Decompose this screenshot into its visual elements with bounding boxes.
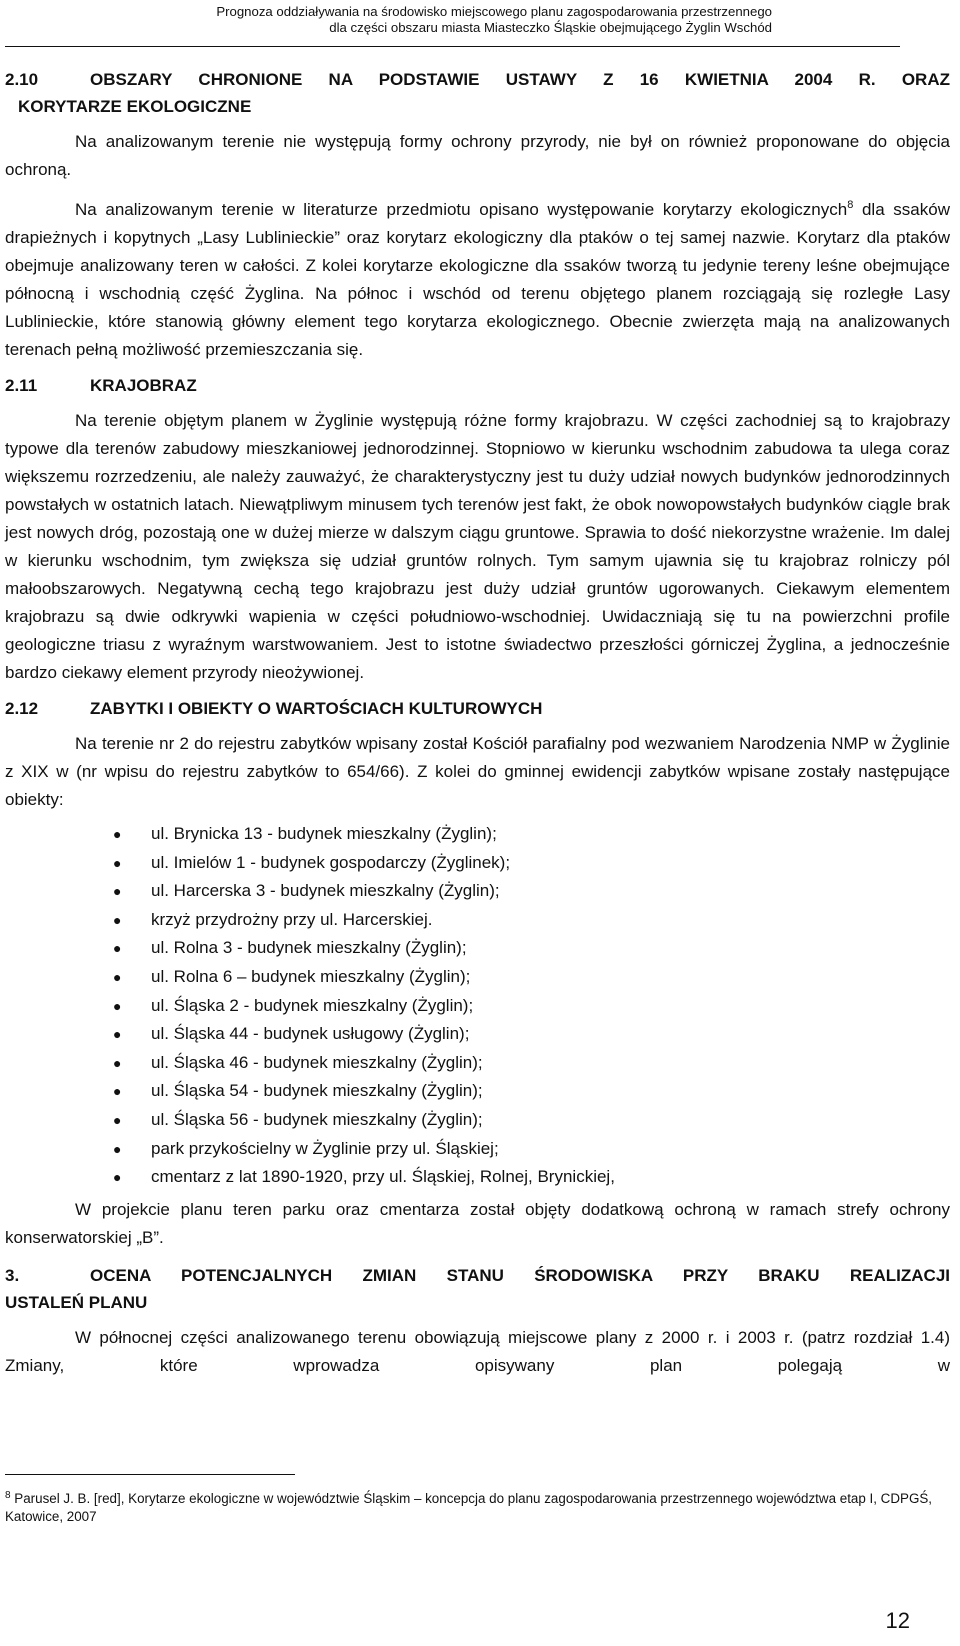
monument-list xyxy=(5,820,950,1192)
list-item xyxy=(113,963,950,992)
section-title-line-2: KORYTARZE EKOLOGICZNE xyxy=(18,97,252,116)
list-item xyxy=(113,1020,950,1049)
list-item-text: ul. Śląska 54 - budynek mieszkalny (Żyglin); xyxy=(151,1081,483,1101)
list-item xyxy=(113,1163,950,1192)
section-number: 2.11 xyxy=(5,376,38,395)
bullet-icon: ● xyxy=(113,854,122,871)
bullet-icon: ● xyxy=(113,1083,122,1100)
section-title-line-1: OBSZARY CHRONIONE NA PODSTAWIE USTAWY Z 16 KWIETNIA 2004 R. ORAZ xyxy=(90,70,950,89)
list-item-text: ul. Rolna 3 - budynek mieszkalny (Żyglin); xyxy=(151,938,467,958)
list-item-text: cmentarz z lat 1890-1920, przy ul. Śląskiej, Rolnej, Brynickiej, xyxy=(151,1167,615,1187)
paragraph-landscape: Na terenie objętym planem w Żyglinie występują różne formy krajobrazu. W części zachodniej są to krajobrazy typowe dla terenów zabudowy mieszkaniowej jednorodzinnej. Stopniowo w kierunku wschodnim zabudowa ta ulega coraz większemu rozrzedzeniu, ale należy zauważyć, że charakterystyczny jest tu duży udział nowych budynków jednorodzinnych powstałych w ostatnich latach. Niewątpliwym minusem tych terenów jest fakt, że obok nowopowstałych budynków ciągle brak jest nowych dróg, pozostają one w dużej mierze w dalszym ciągu gruntowe. Sprawia to dość niekorzystne wrażenie. Im dalej w kierunku wschodnim, tym zwiększa się udział gruntów rolnych. Tym samym ujawnia się tu krajobraz rolniczy pól małoobszarowych. Negatywną cechą tego krajobrazu jest duży udział gruntów ugorowanych. Ciekawym elementem krajobrazu są dwie odkrywki wapienia w części południowo-wschodniej. Uwidaczniają się tu na powierzchni profile geologiczne triasu z wyraźnym warstwowaniem. Jest to istotne świadectwo przeszłości górniczej Żyglina, a jednocześnie bardzo ciekawy element przyrody nieożywionej. xyxy=(5,411,950,682)
bullet-icon: ● xyxy=(113,940,122,957)
section-title: ZABYTKI I OBIEKTY O WARTOŚCIACH KULTUROWYCH xyxy=(90,699,543,718)
list-item-text: ul. Śląska 2 - budynek mieszkalny (Żyglin); xyxy=(151,995,474,1015)
bullet-icon: ● xyxy=(113,826,122,842)
list-item-text: ul. Śląska 44 - budynek usługowy (Żyglin); xyxy=(151,1024,470,1044)
section-number: 3. xyxy=(5,1265,20,1285)
list-item xyxy=(113,877,950,906)
list-item-text: ul. Śląska 56 - budynek mieszkalny (Żyglin); xyxy=(151,1109,483,1129)
paragraph-monuments: Na terenie nr 2 do rejestru zabytków wpisany został Kościół parafialny pod wezwaniem Narodzenia NMP w Żyglinie z XIX w (nr wpisu do rejestru zabytków to 654/66). Z kolei do gminnej ewidencji zabytków wpisane zostały następujące obiekty: xyxy=(5,734,950,809)
list-item-text: krzyż przydrożny przy ul. Harcerskiej. xyxy=(151,909,433,929)
bullet-icon: ● xyxy=(113,968,122,985)
footnote-text: Parusel J. B. [red], Korytarze ekologiczne w województwie Śląskim – koncepcja do planu zagospodarowania przestrzennego województwa etap I, CDPGŚ, Katowice, 2007 xyxy=(5,1491,933,1524)
bullet-icon: ● xyxy=(113,1169,122,1186)
paragraph-protection: W projekcie planu teren parku oraz cmentarza został objęty dodatkową ochroną w ramach strefy ochrony konserwatorskiej „B”. xyxy=(5,1199,950,1247)
list-item xyxy=(113,1077,950,1106)
list-item xyxy=(113,820,950,849)
list-item xyxy=(113,849,950,878)
bullet-icon: ● xyxy=(113,1111,122,1128)
section-heading-2-12 xyxy=(5,695,950,722)
bullet-icon: ● xyxy=(113,911,122,928)
footnote xyxy=(5,1490,950,1526)
list-item xyxy=(113,1135,950,1164)
header-line-2: dla części obszaru miasta Miasteczko Śląskie obejmującego Żyglin Wschód xyxy=(329,20,772,35)
paragraph-text: dla ssaków drapieżnych i kopytnych „Lasy Lublinieckie” oraz korytarz ekologiczny dla ptaków o tej samej nazwie. Korytarz dla ptaków obejmuje analizowany teren w całości. Z kolei korytarze ekologiczne dla ssaków tworzą tu jedynie tereny leśne obejmujące północną i wschodnią część Żyglina. Na północ i wschód od terenu objętego planem rozciągają się rozległe Lasy Lublinieckie, które stanowią główny element tego korytarza ekologicznego. Obecnie zwierzęta mają na analizowanych terenach pełną możliwość przemieszczania się. xyxy=(5,200,950,359)
bullet-icon: ● xyxy=(113,997,122,1014)
page-header xyxy=(0,0,960,44)
bullet-icon: ● xyxy=(113,1026,122,1043)
list-item-text: ul. Imielów 1 - budynek gospodarczy (Żyglinek); xyxy=(151,852,511,872)
section-title-line-2: USTALEŃ PLANU xyxy=(5,1292,148,1312)
list-item-text: ul. Brynicka 13 - budynek mieszkalny (Żyglin); xyxy=(151,824,497,843)
list-item xyxy=(113,1049,950,1078)
header-line-1: Prognoza oddziaływania na środowisko miejscowego planu zagospodarowania przestrzennego xyxy=(216,4,772,19)
section-heading-2-11 xyxy=(5,372,950,399)
paragraph-plans: W północnej części analizowanego terenu obowiązują miejscowe plany z 2000 r. i 2003 r. (patrz rozdział 1.4) Zmiany, które wprowadza opisywany plan polegają w xyxy=(5,1327,950,1375)
section-heading-2-10 xyxy=(5,66,950,120)
section-title: KRAJOBRAZ xyxy=(90,376,197,395)
section-title-line-1: OCENA POTENCJALNYCH ZMIAN STANU ŚRODOWISKA PRZY BRAKU REALIZACJI xyxy=(90,1265,950,1285)
footnote-reference[interactable]: 8 xyxy=(847,199,854,211)
footnote-divider xyxy=(5,1474,295,1475)
footnote-mark: 8 xyxy=(5,1490,11,1501)
bullet-icon: ● xyxy=(113,1140,122,1157)
document-body xyxy=(5,60,950,1382)
section-heading-3 xyxy=(5,1262,950,1316)
list-item-text: ul. Harcerska 3 - budynek mieszkalny (Żyglin); xyxy=(151,881,500,901)
paragraph: Na analizowanym terenie nie występują formy ochrony przyrody, nie był on również proponowane do objęcia ochroną. xyxy=(5,132,950,179)
bullet-icon: ● xyxy=(113,1054,122,1071)
list-item xyxy=(113,906,950,935)
list-item-text: ul. Rolna 6 – budynek mieszkalny (Żyglin); xyxy=(151,966,471,986)
page-number: 12 xyxy=(885,1608,910,1633)
paragraph-corridors xyxy=(5,196,950,364)
paragraph-text: Na analizowanym terenie w literaturze przedmiotu opisano występowanie korytarzy ekologicznych xyxy=(75,200,848,219)
list-item-text: park przykościelny w Żyglinie przy ul. Śląskiej; xyxy=(151,1138,499,1158)
header-divider xyxy=(5,46,900,47)
list-item-text: ul. Śląska 46 - budynek mieszkalny (Żyglin); xyxy=(151,1052,483,1072)
section-number: 2.12 xyxy=(5,699,39,718)
list-item xyxy=(113,934,950,963)
list-item xyxy=(113,1106,950,1135)
section-number: 2.10 xyxy=(5,70,39,89)
list-item xyxy=(113,992,950,1021)
bullet-icon: ● xyxy=(113,883,122,900)
